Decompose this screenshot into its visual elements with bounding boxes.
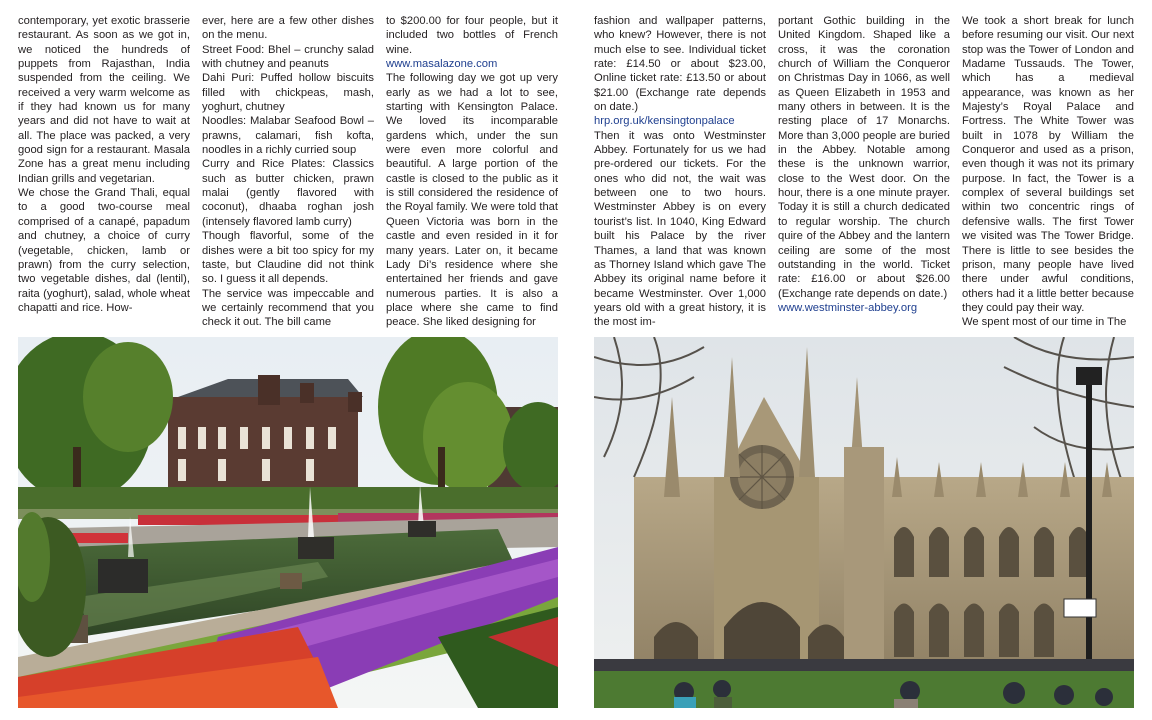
paragraph: Then it was onto Westminster Abbey. Fortunately for us we had pre-ordered our tickets. For the ones who did not, the wait was between one to two hours. Westminster Abbey is on every tourist’s list. In 1040, King Edward built his Palace by the river Thames, a land that was known as Thorney Island which gave The Abbey its original name before it became Westminster. Over 1,000 years old with a great history, it is the most im- [594,129,766,329]
article-column-4 [594,14,766,332]
paragraph: Though flavorful, some of the dishes were a bit too spicy for my taste, but Claudine did not think so. I guess it all depends. [202,230,374,286]
kensington-palace-link[interactable]: hrp.org.uk/kensingtonpalace [594,115,735,128]
paragraph: contemporary, yet exotic brasserie restaurant. As soon as we got in, we noticed the hundreds of puppets from Rajasthan, India suspended from the ceiling. We received a very warm welcome as if they had known us for many years and did not have to wait at all. The place was packed, a very good sign for a restaurant. Masala Zone has a great menu including Indian grills and vegetarian. [18,15,190,185]
paragraph: ever, here are a few other dishes on the menu. [202,15,374,42]
paragraph: We chose the Grand Thali, equal to a good two-course meal comprised of a canapé, papadum and chutney, a choice of curry (vegetable, chicken, lamb or prawn) from the curry selection, two vegetable dishes, dal (lentil), raita (yoghurt), salad, whole wheat chapatti and rice. How- [18,187,190,314]
paragraph: to $200.00 for four people, but it included two bottles of French wine. [386,15,558,56]
menu-item-curry-rice: Curry and Rice Plates: Classics such as butter chicken, prawn malai (gently flavored with coconut), dhaaba roghan josh (intensely flavored lamb curry) [202,158,374,228]
paragraph: The service was impeccable and we certainly recommend that you check it out. The bill came [202,287,374,329]
westminster-abbey-photo [594,337,1134,708]
paragraph: We spent most of our time in The [962,316,1127,329]
paragraph: portant Gothic building in the United Kingdom. Shaped like a cross, it was the coronation church of William the Conqueror on Christmas Day in 1066, as well as Queen Elizabeth in 1953 and many others in between. It is the resting place of 17 Monarchs. More than 3,000 people are buried in the Abbey. Notable among these is the unknown warrior, close to the West door. On the hour, there is a one minute prayer. Today it is still a church dedicated to regular worship. The church quire of the Abbey and the lantern ceiling are some of the most outstanding in the world. Ticket rate: £16.00 or about $26.00 (Exchange rate depends on date.) [778,15,950,300]
kensington-garden-photo [18,337,558,708]
westminster-abbey-link[interactable]: www.westminster-abbey.org [778,301,918,314]
article-column-5 [778,14,950,332]
paragraph: We took a short break for lunch before resuming our visit. Our next stop was the Tower of London and Madame Tussauds. The Tower, which has a medieval appearance, was known as her Majesty’s Royal Palace and Fortress. The White Tower was built in 1078 by William the Conqueror and used as a prison, even though it was not its primary purpose. In fact, the Tower is a complex of several buildings set within two concentric rings of defensive walls. The first Tower we visited was The Tower Bridge. There is little to see besides the prison, many people have lived there under awful conditions, others had it a little better because they could pay their way. [962,15,1134,314]
masala-zone-link[interactable]: www.masalazone.com [386,58,498,71]
menu-item-noodles: Noodles: Malabar Seafood Bowl – prawns, calamari, fish kofta, noodles in a richly curried soup [202,115,374,157]
paragraph: fashion and wallpaper patterns, who knew? However, there is not much else to see. Individual ticket rate: £14.50 or about $23.00, Online ticket rate: £13.50 or about $21.00 (Exchange rate depends on date.) [594,15,766,114]
article-column-1 [18,14,190,332]
menu-item-dahi-puri: Dahi Puri: Puffed hollow biscuits filled with chickpeas, mash, yoghurt, chutney [202,72,374,114]
article-column-2 [202,14,374,332]
paragraph: The following day we got up very early as we had a lot to see, starting with Kensington Palace. We loved its incomparable gardens which, under the sun were even more colorful and beautiful. A large portion of the castle is closed to the public as it is still considered the residence of the Royal family. We were told that Queen Victoria was born in the castle and even resided in it for many years. Later on, it became Lady Di’s residence where she entertained her friends and gave numerous parties. It is also a place where she came to find peace. She liked designing for [386,72,558,329]
article-column-6 [962,14,1134,332]
menu-item-street-food: Street Food: Bhel – crunchy salad with chutney and peanuts [202,43,374,71]
article-column-3 [386,14,558,332]
